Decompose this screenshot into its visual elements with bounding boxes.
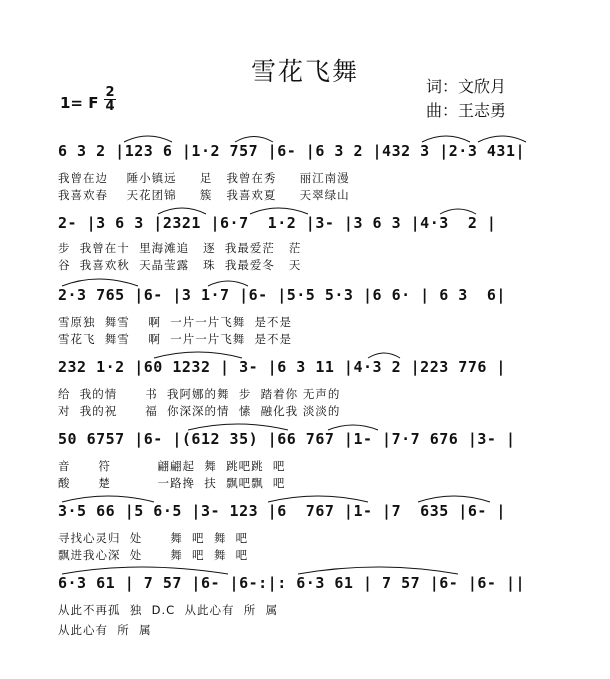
lyric-verse-2: 从此心有 所 属 (58, 623, 152, 637)
lyric-verse-2: 我喜欢春 天花团锦 簇 我喜欢夏 天翠绿山 (58, 188, 350, 202)
lyric-verse-2: 雪花飞 舞雪 啊 一片一片飞舞 是不是 (58, 332, 293, 346)
lyric-verse-1: 雪原独 舞雪 啊 一片一片飞舞 是不是 (58, 315, 293, 329)
notation-line: 2- |3 6 3 |2321 |6·7 1·2 |3- |3 6 3 |4·3 2 | (58, 214, 497, 232)
meter-top: 2 (105, 85, 115, 100)
lyric-verse-2: 飘进我心深 处 舞 吧 舞 吧 (58, 548, 249, 562)
notation-line: 232 1·2 |60 1232 | 3- |6 3 11 |4·3 2 |223 776 | (58, 358, 506, 376)
notation-line: 6·3 61 | 7 57 |6- |6-:|: 6·3 61 | 7 57 |6- |6- || (58, 574, 526, 592)
time-signature (104, 86, 116, 113)
lyric-verse-1: 步 我曾在十 里海滩追 逐 我最爱茫 茫 (58, 241, 302, 255)
song-title: 雪花飞舞 (250, 57, 359, 86)
meter-bottom: 4 (105, 99, 115, 114)
key-signature: 1= F (60, 94, 99, 112)
lyric-verse-1: 寻找心灵归 处 舞 吧 舞 吧 (58, 531, 249, 545)
lyric-verse-1: 从此不再孤 独 D.C 从此心有 所 属 (58, 603, 279, 617)
notation-line: 3·5 66 |5 6·5 |3- 123 |6 767 |1- |7 635 |6- | (58, 502, 506, 520)
notation-line: 50 6757 |6- |(612 35) |66 767 |1- |7·7 676 |3- | (58, 430, 516, 448)
lyric-verse-2: 对 我的祝 福 你深深的情 愫 融化我 淡淡的 (58, 404, 341, 418)
lyric-verse-1: 我曾在边 陲小镇远 足 我曾在秀 丽江南漫 (58, 171, 350, 185)
lyric-verse-2: 谷 我喜欢秋 天晶莹露 珠 我最爱冬 天 (58, 258, 302, 272)
lyric-verse-2: 酸 楚 一路搀 扶 飘吧飘 吧 (58, 476, 286, 490)
composer-credit: 曲：王志勇 (426, 101, 507, 120)
notation-line: 6 3 2 |123 6 |1·2 757 |6- |6 3 2 |432 3 |2·3 431| (58, 142, 526, 160)
lyric-verse-1: 音 符 翩翩起 舞 跳吧跳 吧 (58, 459, 286, 473)
lyricist-credit: 词：文欣月 (426, 77, 507, 96)
notation-line: 2·3 765 |6- |3 1·7 |6- |5·5 5·3 |6 6· | 6 3 6| (58, 286, 506, 304)
lyric-verse-1: 给 我的情 书 我阿娜的舞 步 踏着你 无声的 (58, 387, 341, 401)
